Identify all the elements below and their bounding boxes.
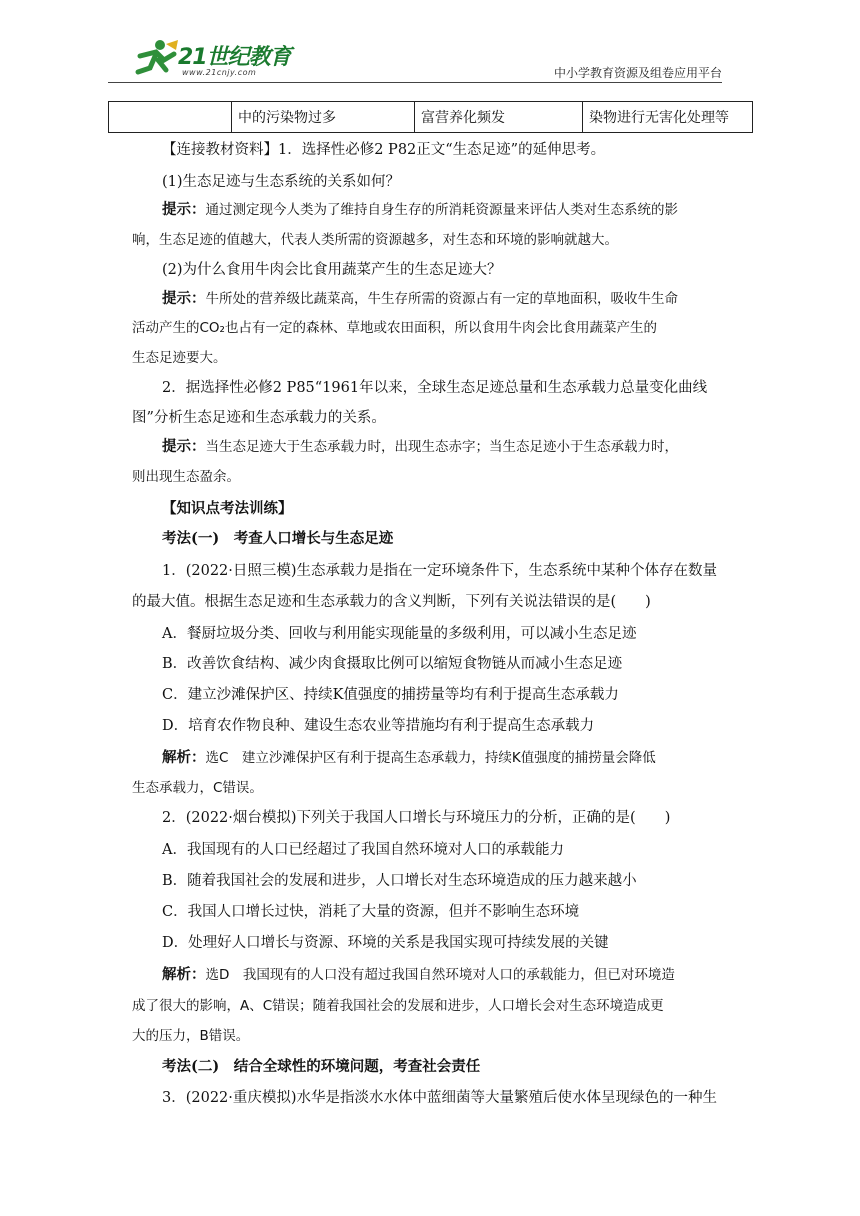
logo [130,38,300,82]
line-text: 选D 我国现有的人口没有超过我国自然环境对人口的承载能力，但已对环境造 [205,967,675,983]
text-line [132,996,664,1016]
text-line [162,716,594,736]
table-row [109,102,753,133]
text-line [132,467,240,487]
line-text: 3．(2022·重庆模拟)水华是指淡水水体中蓝细菌等大量繁殖后使水体呈现绿色的一种生 [162,1090,718,1106]
text-line [162,840,564,860]
text-line [162,871,637,891]
line-text: D．处理好人口增长与资源、环境的关系是我国实现可持续发展的关键 [162,935,609,951]
line-text: C．我国人口增长过快，消耗了大量的资源，但并不影响生态环境 [162,904,580,920]
line-text: 通过测定现今人类为了维持自身生存的所消耗资源量来评估人类对生态系统的影 [205,202,678,218]
line-text: 图”分析生态足迹和生态承载力的关系。 [132,410,386,426]
line-text: 1．(2022·日照三模)生态承载力是指在一定环境条件下，生态系统中某种个体存在数量 [162,563,718,579]
text-line [162,654,622,674]
text-line [162,499,293,519]
line-text: 当生态足迹大于生态承载力时，出现生态赤字；当生态足迹小于生态承载力时， [205,439,678,455]
line-text: 牛所处的营养级比蔬菜高，牛生存所需的资源占有一定的草地面积，吸收牛生命 [205,291,678,307]
text-line [162,685,619,705]
line-text: 生态足迹要大。 [132,350,227,366]
line-label: 提示： [162,290,206,307]
platform-name: 中小学教育资源及组卷应用平台 [553,66,722,80]
text-line [162,933,609,953]
text-line [132,1026,249,1046]
line-text: 生态承载力，C错误。 [132,780,263,796]
line-text: D．培育农作物良种、建设生态农业等措施均有利于提高生态承载力 [162,718,595,734]
text-line [162,289,678,309]
line-text: 活动产生的CO₂也占有一定的森林、草地或农田面积，所以食用牛肉会比食用蔬菜产生的 [132,320,657,336]
line-label: 提示： [162,438,206,455]
text-line [162,140,605,160]
text-line [162,378,707,398]
page-header [108,38,752,82]
line-text: 的最大值。根据生态足迹和生态承载力的含义判断，下列有关说法错误的是( ) [132,594,651,610]
line-text: 成了很大的影响，A、C错误；随着我国社会的发展和进步，人口增长会对生态环境造成更 [132,998,664,1014]
line-text: C．建立沙滩保护区、持续K值强度的捕捞量等均有利于提高生态承载力 [162,687,619,703]
line-text: 则出现生态盈余。 [132,469,240,485]
line-label: 解析： [162,966,206,983]
text-line [162,965,675,985]
table-cell: 染物进行无害化处理等 [583,102,753,133]
line-text: A．我国现有的人口已经超过了我国自然环境对人口的承载能力 [162,842,564,858]
table-cell: 中的污染物过多 [232,102,415,133]
text-line [132,778,263,798]
text-line [132,348,227,368]
line-label: 解析： [162,749,206,766]
line-label: 提示： [162,201,206,218]
continued-table [108,101,753,133]
text-line [162,748,656,768]
line-text: 大的压力，B错误。 [132,1028,250,1044]
runner-logo-icon [130,38,180,78]
line-text: (2)为什么食用牛肉会比食用蔬菜产生的生态足迹大？ [162,262,502,278]
text-line [162,808,670,828]
text-line [132,318,657,338]
line-text: 选C 建立沙滩保护区有利于提高生态承载力，持续K值强度的捕捞量会降低 [205,750,656,766]
line-text: B．改善饮食结构、减少肉食摄取比例可以缩短食物链从而减小生态足迹 [162,656,623,672]
text-line [132,408,386,428]
text-line [162,260,502,280]
logo-url: www.21cnjy.com [182,68,257,77]
line-text: (1)生态足迹与生态系统的关系如何？ [162,174,401,190]
text-line [162,437,678,457]
line-text: 2．据选择性必修2 P85“1961年以来，全球生态足迹总量和生态承载力总量变化曲线 [162,380,708,396]
logo-text: 21世纪教育 [178,45,291,70]
text-line [162,172,400,192]
table-cell [109,102,232,133]
text-line [162,200,678,220]
line-text: 考法(二) 结合全球性的环境问题，考查社会责任 [162,1058,481,1075]
text-line [162,561,717,581]
line-text: 响，生态足迹的值越大，代表人类所需的资源越多，对生态和环境的影响就越大。 [132,232,618,248]
line-text: 2．(2022·烟台模拟)下列关于我国人口增长与环境压力的分析，正确的是( ) [162,810,671,826]
text-line [132,230,618,250]
text-line [162,902,579,922]
header-divider [108,82,722,83]
line-text: 考法(一) 考查人口增长与生态足迹 [162,530,394,547]
text-line [162,529,393,549]
line-text: B．随着我国社会的发展和进步，人口增长对生态环境造成的压力越来越小 [162,873,637,889]
line-text: A．餐厨垃圾分类、回收与利用能实现能量的多级利用，可以减小生态足迹 [162,626,637,642]
line-text: 【连接教材资料】1．选择性必修2 P82正文“生态足迹”的延伸思考。 [162,142,606,158]
table-cell: 富营养化频发 [415,102,583,133]
text-line [162,624,636,644]
line-text: 【知识点考法训练】 [162,500,293,517]
text-line [132,592,651,612]
text-line [162,1057,480,1077]
text-line [162,1088,717,1108]
